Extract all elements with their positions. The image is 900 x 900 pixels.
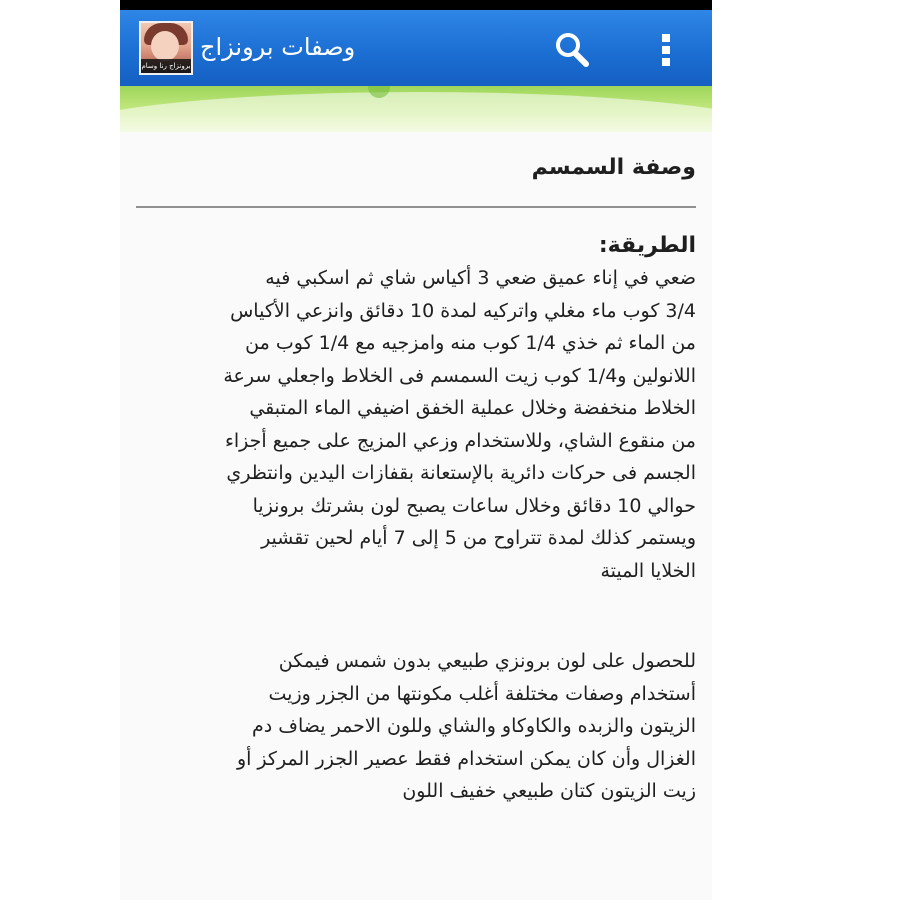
method-line: الخلايا الميتة bbox=[600, 559, 696, 582]
method-line: ويستمر كذلك لمدة تتراوح من 5 إلى 7 أيام لحين تقشير bbox=[261, 527, 696, 549]
action-bar bbox=[120, 10, 712, 86]
phone-screen bbox=[120, 0, 712, 900]
app-title: وصفات برونزاج bbox=[200, 33, 356, 61]
method-line: حوالي 10 دقائق وخلال ساعات يصبح لون بشرتك برونزيا bbox=[252, 494, 696, 517]
tip-line: الزيتون والزبده والكاوكاو والشاي وللون الاحمر يضاف دم bbox=[252, 715, 696, 737]
search-icon bbox=[552, 30, 592, 70]
overflow-menu-button[interactable] bbox=[658, 30, 674, 70]
status-bar bbox=[120, 0, 712, 10]
article-content bbox=[136, 132, 696, 808]
title-divider bbox=[136, 206, 696, 208]
method-line: الجسم فى حركات دائرية بالإستعانة بقفازات اليدين وانتظري bbox=[226, 462, 696, 484]
method-paragraph bbox=[136, 262, 696, 587]
method-line: من الماء ثم خذي 1/4 كوب منه وامزجيه مع 1/4 كوب من bbox=[245, 332, 696, 354]
tip-line: الغزال وأن كان يمكن استخدام فقط عصير الجزر المركز أو bbox=[236, 747, 696, 770]
paragraph-spacer bbox=[136, 587, 696, 645]
search-button[interactable] bbox=[552, 30, 592, 70]
avatar-caption: برونزاج رنا وسام bbox=[141, 59, 191, 73]
method-line: الخلاط منخفضة وخلال عملية الخفق اضيفي الماء المتبقي bbox=[249, 397, 696, 419]
tip-line: للحصول على لون برونزي طبيعي بدون شمس فيمكن bbox=[278, 650, 696, 672]
tip-line: زيت الزيتون كتان طبيعي خفيف اللون bbox=[402, 780, 696, 802]
avatar-face bbox=[151, 31, 179, 61]
tip-line: أستخدام وصفات مختلفة أغلب مكونتها من الجزر وزيت bbox=[268, 682, 696, 705]
method-line: 3/4 كوب ماء مغلي واتركيه لمدة 10 دقائق وانزعي الأكياس bbox=[230, 299, 696, 322]
tip-paragraph bbox=[136, 645, 696, 808]
method-line: من منقوع الشاي، وللاستخدام وزعي المزيج على جميع أجزاء bbox=[224, 429, 696, 452]
header-banner bbox=[120, 86, 712, 132]
method-line: ضعي في إناء عميق ضعي 3 أكياس شاي ثم اسكبي فيه bbox=[265, 267, 696, 289]
method-heading: الطريقة: bbox=[598, 233, 696, 258]
recipe-title: وصفة السمسم bbox=[531, 155, 696, 180]
method-line: اللانولين و1/4 كوب زيت السمسم فى الخلاط واجعلي سرعة bbox=[223, 364, 696, 387]
overflow-menu-icon bbox=[658, 30, 674, 70]
banner-swoosh bbox=[120, 92, 712, 132]
app-avatar[interactable] bbox=[139, 21, 193, 75]
